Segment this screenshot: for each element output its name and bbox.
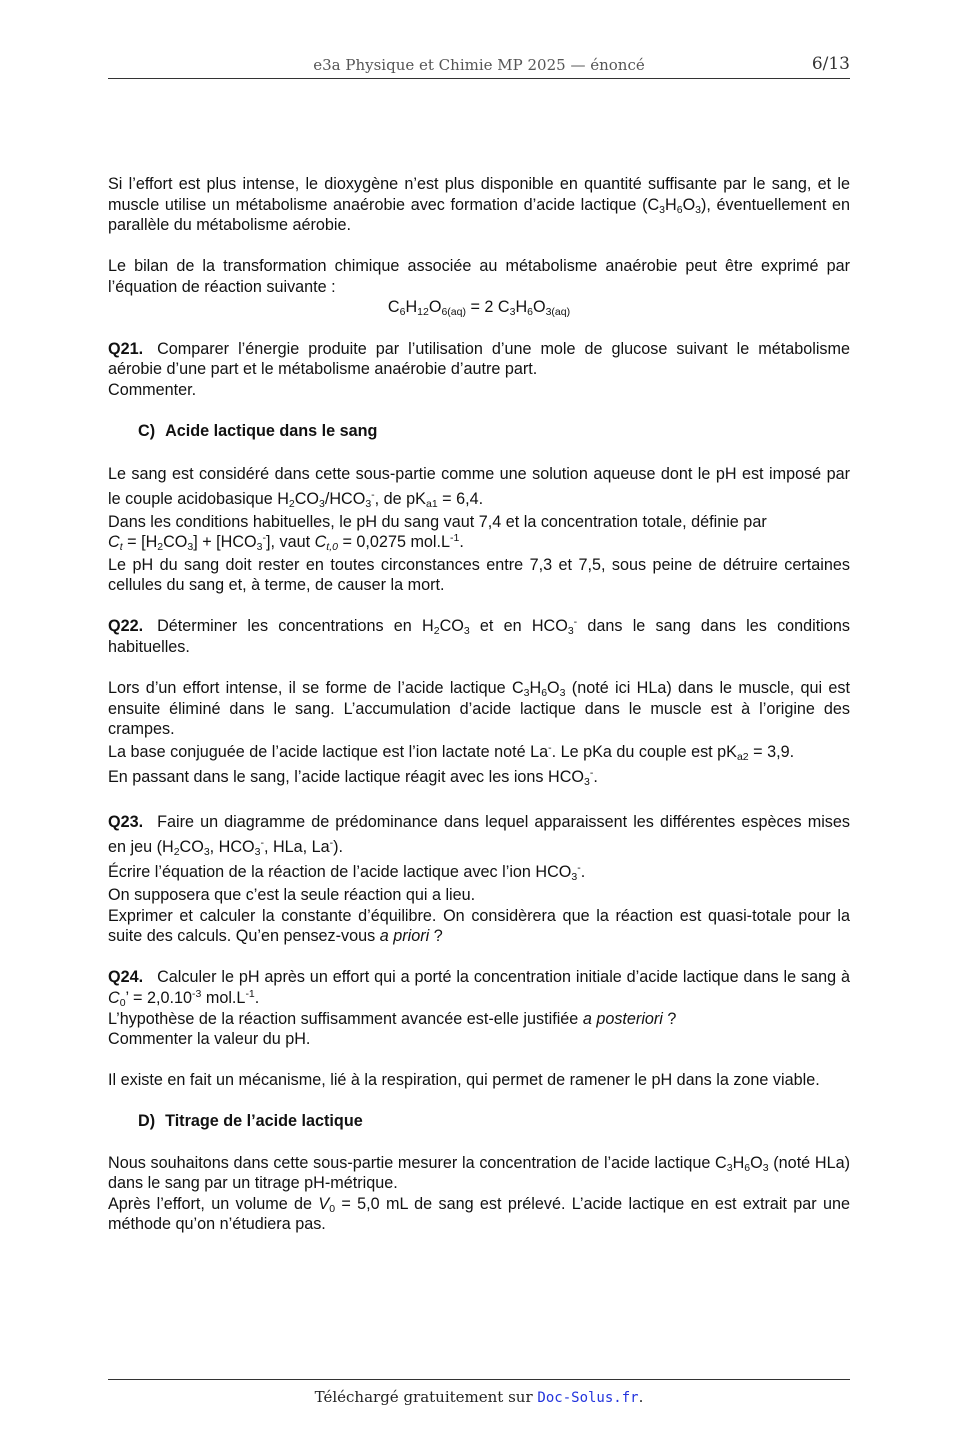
question-q24-comment: Commenter la valeur du pH. — [108, 1030, 311, 1049]
paragraph-anaerobic-intro: Si l’effort est plus intense, le dioxygène n’est plus disponible en quantité suffisante par le sang, et le muscle utilise un métabolisme anaérobie avec formation d’acide lactique $(C_3H_6O_3)$, éventuellement en parallèle du métabolisme aérobie. — [108, 175, 850, 235]
question-q21-line2: Commenter. — [108, 380, 197, 399]
page-header — [108, 52, 850, 79]
question-q23-assumption: On supposera que c’est la seule réaction qui a lieu. — [108, 886, 476, 905]
paragraph-reaction-balance: Le bilan de la transformation chimique associée au métabolisme anaérobie peut être exprimé par l’équation de réaction suivante : — [108, 257, 850, 296]
paragraph-total-concentration: $C_t = [H_2CO_3] + [HCO_3^-]$, vaut $C_{t,0} = 0,0275$ $mol.L^{-1}$. — [108, 531, 464, 553]
paragraph-reaction-hco3: En passant dans le sang, l’acide lactique réagit avec les ions $HCO_3^-$. — [108, 766, 598, 788]
paragraph-usual-conditions: Dans les conditions habituelles, le pH du sang vaut 7,4 et la concentration totale, définie par — [108, 512, 767, 531]
question-q22: Q22. Déterminer les concentrations en $H_2CO_3$ et en $HCO_3^-$ dans le sang dans les conditions habituelles. — [108, 616, 850, 656]
question-q24-hypothesis: L’hypothèse de la réaction suffisamment avancée est-elle justifiée a posteriori ? — [108, 1009, 677, 1028]
question-q23-constant: Exprimer et calculer la constante d’équilibre. On considèrera que la réaction est quasi-totale pour la suite des calculs. Qu’en pensez-vous a priori ? — [108, 906, 850, 946]
equation-anaerobic: $C_6H_{12}O_{6(aq)} = 2$ $C_3H_6O_{3(aq)}$ — [387, 298, 571, 319]
question-label: Q21. — [108, 339, 144, 358]
paragraph-titration-goal: Nous souhaitons dans cette sous-partie mesurer la concentration de l’acide lactique $C_3H_6O_3$ (noté HLa) dans le sang par un titrage pH-métrique. — [108, 1153, 850, 1193]
question-q24: Q24. Calculer le pH après un effort qui a porté la concentration initiale d’acide lactique dans le sang à $C_0$’ = $2,0.10^{-3}$ $mol.L^{-1}$. — [108, 968, 850, 1010]
question-q23-equation: Écrire l’équation de la réaction de l’acide lactique avec l’ion $HCO_3^-$. — [108, 862, 586, 884]
paragraph-blood-solution: Le sang est considéré dans cette sous-partie comme une solution aqueuse dont le pH est imposé par le couple acidobasique $H_2CO_3/HCO_3^-$, de $pK_{a1} = 6,4$. — [108, 464, 850, 510]
paragraph-intense-effort: Lors d’un effort intense, il se forme de l’acide lactique $C_3H_6O_3$ (noté ici HLa) dans le muscle, qui est ensuite éliminé dans le sang. L’accumulation d’acide lactique dans le muscle est à l’origine des crampes. — [108, 678, 850, 739]
section-c-heading: C) Acide lactique dans le sang — [138, 421, 378, 440]
header-title: e3a Physique et Chimie MP 2025 — énoncé — [313, 56, 645, 74]
question-q23: Q23. Faire un diagramme de prédominance dans lequel apparaissent les différentes espèces mises en jeu ($H_2CO_3$, $HCO_3^-$, HLa, La-). — [108, 813, 850, 859]
question-q21: Q21. Comparer l’énergie produite par l’utilisation d’une mole de glucose suivant le métabolisme aérobie d’une part et le métabolisme anaérobie d’autre part. — [108, 339, 850, 379]
paragraph-respiration: Il existe en fait un mécanisme, lié à la respiration, qui permet de ramener le pH dans la zone viable. — [108, 1071, 820, 1090]
section-d-heading: D) Titrage de l’acide lactique — [138, 1112, 363, 1131]
page-number: 6/13 — [811, 54, 850, 74]
paragraph-ph-range: Le pH du sang doit rester en toutes circonstances entre 7,3 et 7,5, sous peine de détruire certaines cellules du sang et, à terme, de causer la mort. — [108, 555, 850, 595]
document-body — [108, 174, 850, 1235]
doc-solus-link[interactable]: Doc-Solus.fr — [537, 1390, 639, 1406]
page-footer: Téléchargé gratuitement sur Doc-Solus.fr. — [108, 1379, 850, 1406]
paragraph-lactate: La base conjuguée de l’acide lactique est l’ion lactate noté La-. Le pKa du couple est $pK_{a2} = 3,9$. — [108, 741, 795, 763]
paragraph-sample-volume: Après l’effort, un volume de $V_0 = 5,0$ mL de sang est prélevé. L’acide lactique en est extrait par une méthode qu’on n’étudiera pas. — [108, 1194, 850, 1234]
